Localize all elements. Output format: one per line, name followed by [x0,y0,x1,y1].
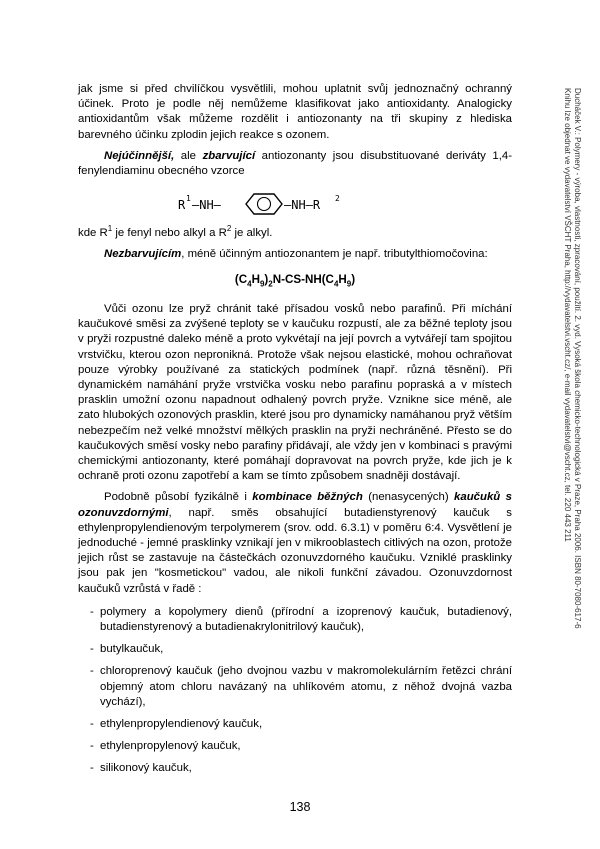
f2-p4: N-CS-NH(C [272,273,334,287]
formula-nh-right: –NH–R [284,198,321,213]
list-item-text: chloroprenový kaučuk (jeho dvojnou vazbu v makromolekulárním řetězci chrání objemný atom chloru navázaný na uhlíkovém atomu, z něhož dvojná vazba vychází), [100,665,512,708]
list-item [78,761,512,776]
benzene-ring-circle [258,198,271,211]
tributylthiourea-formula [78,272,512,292]
side-citation-line-1: Ducháček V.: Polymery - výroba, vlastnosti, zpracování, použití. 2. vyd. Vysoká škola chemicko-technologická v Praze, Praha 2006. ISBN 80-7080-617-6 [573,88,582,629]
paragraph-4-rest: , méně účinným antiozonantem je např. tributylthiomočovina: [181,248,488,261]
page-number: 138 [289,800,311,814]
f2-s5: 9 [346,279,352,289]
paragraph-5: Vůči ozonu lze pryž chránit také přísadou vosků nebo parafinů. Při míchání kaučukové směsi za zvýšené teploty se v kaučuku rozpustí, ale za běžné teploty jsou v pryži rozpustné daleko méně a proto vykvétají na její povrch a vytvářejí tam spojitou vrstvičku, kterou ozon nepronikná. Protože však nejsou elastické, mohou ochraňovat pouze výrobky používané za statických podmínek (např. různá těsnění). Při dynamickém namáhání pryže vrstvička vosku nebo parafinu popraská a v místech prasklin umožní ozonu napadnout odhalený povrch pryže. Vznikne sice méně, ale zato hlubokých ozonových prasklin, které jsou pro dynamicky namáhanou pryž větším nebezpečím než velké množství mělkých prasklin na pryži nechráněné. Přesto se do kaučukových směsí vosky nebo parafiny přidávají, ale vždy jen v kombinaci s pravými chemickými antiozonanty, které pomáhají dopravovat na povrch pryže, kde jich je k ochraně proti ozonu zapotřebí a kam se tímto způsobem snadněji dostávají. [78,302,512,483]
f2-s4: 4 [333,279,339,289]
list-dash: - [90,605,94,618]
f2-s1: 4 [247,279,252,289]
list-item-text: silikonový kaučuk, [100,762,192,775]
formula-nh-left: –NH– [192,198,221,213]
list-item [78,642,512,657]
superscript-2: 2 [226,224,232,234]
paragraph-6 [78,490,512,596]
list-dash: - [90,762,94,775]
list-dash: - [90,643,94,656]
list-item [78,739,512,754]
list-item [78,717,512,732]
list-item-text: butylkaučuk, [100,643,164,656]
paragraph-6-c: , např. směs obsahující butadienstyrenový kaučuk s ethylenpropylendienovým terpolymerem (srov. odd. 6.3.1) v poměru 6:4. Vysvětlení je jednoduché - jemné prasklinky vznikají jen v mikrooblastech citlivých na ozon, protože jejich růst se zastavuje na částečkách ozonuvzdorného kaučuku. Vzniklé prasklinky jsou pak jen "kosmetickou" vadou, ale nikoli funkční závadou. Ozonuvzdornost kaučuků vzrůstá v řadě : [78,506,512,595]
emphasis-combination: kombinace běžných [252,491,363,504]
f2-p1: (C [234,273,248,287]
emphasis-noncoloring: Nezbarvujícím [104,248,182,261]
f2-p2: H [251,273,260,287]
side-citation [562,88,582,648]
f2-s3: 2 [268,279,273,289]
phenylenediamine-formula [178,191,378,217]
paragraph-4 [78,247,512,262]
emphasis-coloring: zbarvující [202,149,256,162]
list-item [78,605,512,635]
emphasis-most-effective: Nejúčinnější, [104,149,175,162]
paragraph-3-a: kde R [78,227,108,240]
paragraph-3-b: je fenyl nebo alkyl a R [112,227,227,240]
paragraph-2 [78,149,512,179]
list-item-text: polymery a kopolymery dienů (přírodní a izoprenový kaučuk, butadienový, butadienstyrenový a butadienakrylonitrilový kaučuk), [100,605,512,633]
f2-p5: H [338,273,347,287]
f2-p6: ) [351,273,356,287]
emphasis-rubbers: kaučuků s ozonuvzdornými [78,491,512,519]
formula-r1-sup: 1 [186,194,191,204]
page-body [78,82,512,784]
paragraph-3 [78,221,512,241]
formula-r1: R [178,198,186,213]
f2-s2: 9 [259,279,265,289]
paragraph-2-rest: antiozonanty jsou disubstituované deriváty 1,4-fenylendiaminu obecného vzorce [78,149,512,178]
paragraph-2-mid: ale [174,149,203,162]
paragraph-1: jak jsme si před chvilíčkou vysvětlili, mohou uplatnit svůj jednoznačný ochranný účinek. Proto je podle něj nemůžeme klasifikovat jako antioxidanty. Analogicky antioxidantům však můžeme rozdělit i antiozonanty na tři skupiny z hlediska barevného účinku zplodin jejich reakce s ozonem. [78,83,512,141]
paragraph-6-a: Podobně působí fyzikálně i [104,491,253,504]
paragraph-3-c: je alkyl. [231,227,273,240]
formula-r2-sup: 2 [335,194,340,204]
list-item-text: ethylenpropylenový kaučuk, [100,740,241,753]
list-dash: - [90,665,94,678]
list-item [78,664,512,710]
paragraph-6-b: (nenasycených) [362,491,455,504]
list-dash: - [90,718,94,731]
list-item-text: ethylenpropylendienový kaučuk, [100,718,263,731]
list-dash: - [90,740,94,753]
ozone-resistance-list [78,605,512,777]
f2-p3: ) [264,273,269,287]
superscript-1: 1 [107,224,113,234]
side-citation-line-2: Knihu lze objednat ve vydavatelství VŠCHT Praha, http://vydavatelstvi.vscht.cz/, e-mail vydavatelstvi@vscht.cz, tel. 220 443 211 [563,88,572,542]
